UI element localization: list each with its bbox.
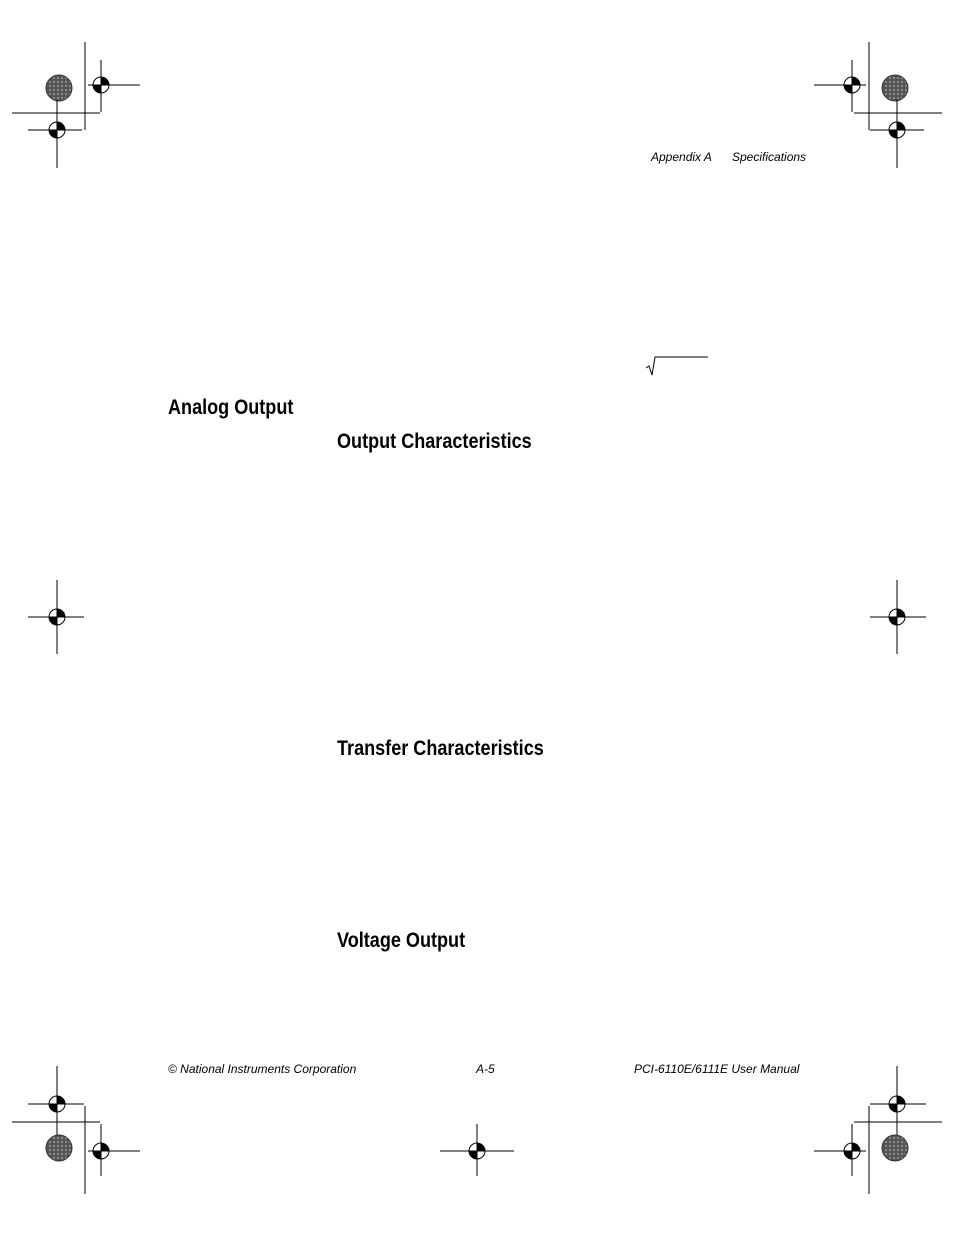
heading-output-characteristics: Output Characteristics xyxy=(337,430,532,453)
footer-page-number: A-5 xyxy=(476,1062,495,1076)
heading-transfer-characteristics: Transfer Characteristics xyxy=(337,737,544,760)
registration-mark-bottom-left xyxy=(12,1066,140,1194)
header-section: Specifications xyxy=(732,150,807,164)
heading-voltage-output: Voltage Output xyxy=(337,929,466,952)
heading-analog-output: Analog Output xyxy=(168,396,294,419)
footer-copyright: © National Instruments Corporation xyxy=(168,1062,357,1076)
registration-mark-top-right xyxy=(814,42,942,168)
registration-mark-bottom-center xyxy=(440,1124,514,1176)
header-appendix: Appendix A xyxy=(651,150,712,164)
registration-mark-top-left xyxy=(12,42,140,168)
registration-mark-bottom-right xyxy=(814,1066,942,1194)
square-root-symbol xyxy=(646,355,710,377)
footer-manual-title: PCI-6110E/6111E User Manual xyxy=(634,1062,800,1076)
registration-mark-mid-right xyxy=(870,580,926,654)
registration-mark-mid-left xyxy=(28,580,84,654)
